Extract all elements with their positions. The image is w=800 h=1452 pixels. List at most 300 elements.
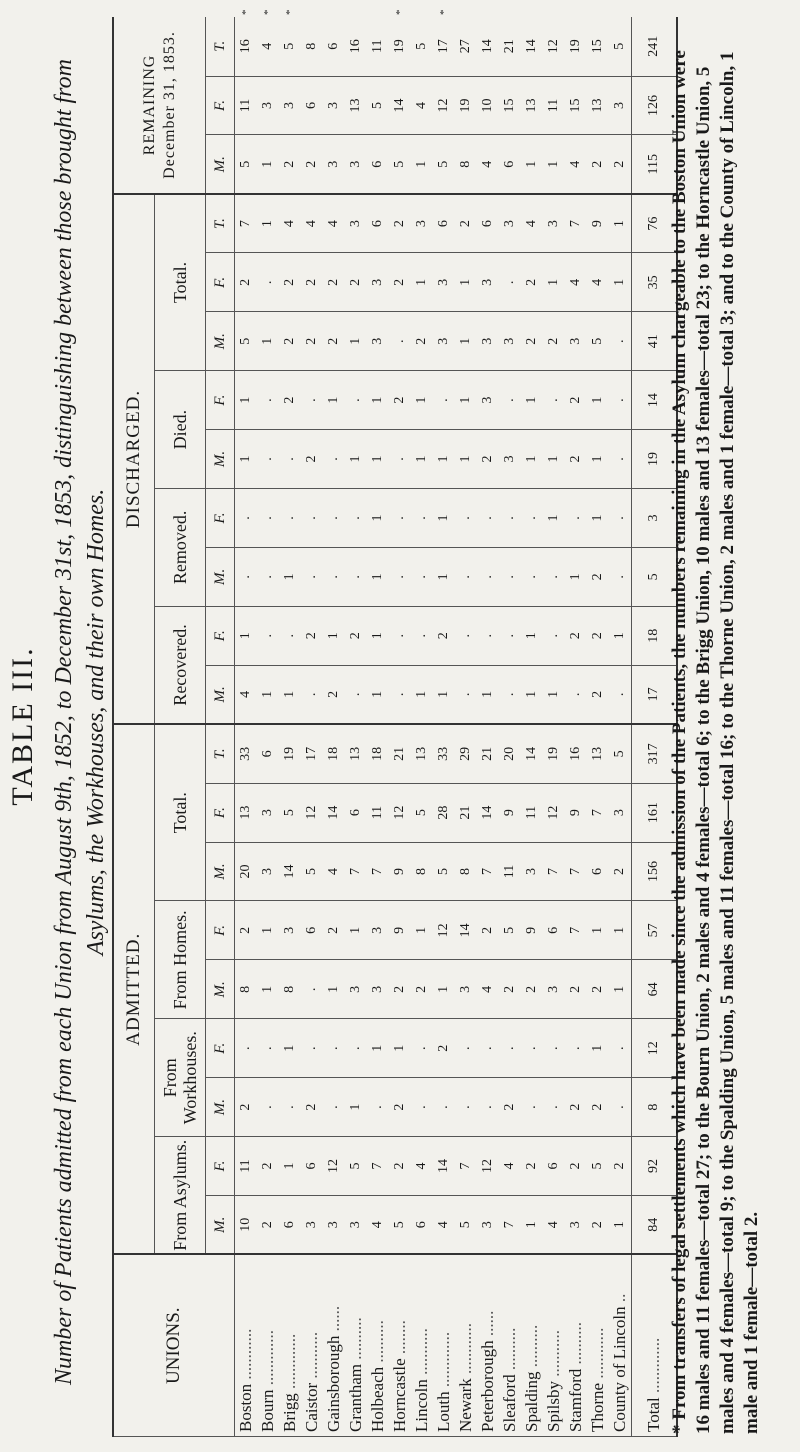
col-f: F. bbox=[206, 606, 235, 665]
cell-value: 21 bbox=[455, 783, 477, 842]
union-label: Peterborough bbox=[478, 1340, 497, 1432]
cell-value: 2 bbox=[521, 1137, 543, 1196]
cell-value: 3 bbox=[279, 901, 301, 960]
cell-value: 5 bbox=[455, 1196, 477, 1255]
leader-dots: ............. bbox=[434, 1331, 453, 1392]
cell-value: 2 bbox=[323, 253, 345, 312]
cell-value: 161 bbox=[632, 783, 678, 842]
leader-dots: .. bbox=[610, 1293, 629, 1307]
cell-value: 1 bbox=[433, 547, 455, 606]
cell-value: . bbox=[345, 665, 367, 724]
cell-value: 3 bbox=[609, 783, 632, 842]
cell-value: 2 bbox=[609, 842, 632, 901]
cell-value: 15 bbox=[587, 17, 609, 76]
cell-value: 115 bbox=[632, 135, 678, 194]
leader-dots: ........... bbox=[544, 1329, 563, 1381]
cell-value: 28 bbox=[433, 783, 455, 842]
cell-value: . bbox=[455, 1019, 477, 1078]
cell-value: 11 bbox=[235, 1137, 258, 1196]
cell-value: 2 bbox=[389, 1078, 411, 1137]
cell-value: . bbox=[609, 312, 632, 371]
cell-value: 14 bbox=[433, 1137, 455, 1196]
cell-value: 3 bbox=[499, 430, 521, 489]
cell-value: 2 bbox=[609, 135, 632, 194]
cell-value: . bbox=[301, 371, 323, 430]
cell-value: 2 bbox=[235, 253, 258, 312]
cell-value: 11 bbox=[235, 76, 258, 135]
cell-value: 1 bbox=[433, 430, 455, 489]
cell-value: 6 bbox=[411, 1196, 433, 1255]
cell-value: 7 bbox=[367, 1137, 389, 1196]
cell-value: 3 bbox=[323, 135, 345, 194]
cell-value: 3 bbox=[367, 253, 389, 312]
table-row bbox=[587, 17, 609, 1437]
cell-value: 3 bbox=[345, 194, 367, 253]
union-name bbox=[411, 1254, 433, 1436]
cell-value: 19 bbox=[389, 17, 411, 76]
cell-value: 8 bbox=[279, 960, 301, 1019]
cell-value: 2 bbox=[301, 606, 323, 665]
cell-value: 2 bbox=[411, 312, 433, 371]
from-workhouses-header: From Workhouses. bbox=[155, 1019, 206, 1137]
cell-value: . bbox=[455, 1078, 477, 1137]
cell-value: 3 bbox=[565, 312, 587, 371]
cell-value: 16 bbox=[565, 724, 587, 783]
leader-dots: ...... bbox=[324, 1305, 343, 1336]
cell-value: 13 bbox=[587, 724, 609, 783]
union-label: Louth bbox=[434, 1391, 453, 1432]
cell-value: 7 bbox=[477, 842, 499, 901]
admitted-header: ADMITTED. bbox=[113, 724, 155, 1254]
cell-value: . bbox=[389, 547, 411, 606]
leader-dots: ............ bbox=[456, 1322, 475, 1379]
cell-value: 5 bbox=[499, 901, 521, 960]
cell-value: 3 bbox=[433, 253, 455, 312]
table-row bbox=[367, 17, 389, 1437]
cell-value: 7 bbox=[367, 842, 389, 901]
cell-value: 5 bbox=[609, 724, 632, 783]
cell-value: 4 bbox=[301, 194, 323, 253]
cell-value: 2 bbox=[301, 253, 323, 312]
cell-value: 5 bbox=[632, 547, 678, 606]
cell-value: 8 bbox=[455, 135, 477, 194]
table-row bbox=[301, 17, 323, 1437]
cell-value: 11 bbox=[521, 783, 543, 842]
table-row bbox=[543, 17, 565, 1437]
cell-value: . bbox=[543, 1019, 565, 1078]
cell-value: . bbox=[301, 960, 323, 1019]
cell-value: 8 bbox=[301, 17, 323, 76]
cell-value: 4 bbox=[257, 17, 279, 76]
cell-value: . bbox=[609, 1078, 632, 1137]
cell-value: 241 bbox=[632, 17, 678, 76]
col-t: T. bbox=[206, 194, 235, 253]
cell-value: 13 bbox=[235, 783, 258, 842]
cell-value: 1 bbox=[257, 312, 279, 371]
union-label: Newark bbox=[456, 1378, 475, 1432]
admissions-table bbox=[112, 9, 678, 1437]
table-row bbox=[411, 17, 433, 1437]
cell-value: . bbox=[257, 1019, 279, 1078]
cell-value: 5 bbox=[587, 312, 609, 371]
cell-value: 6 bbox=[543, 901, 565, 960]
cell-value: 2 bbox=[279, 312, 301, 371]
union-label: Boston bbox=[236, 1383, 255, 1432]
cell-value: 2 bbox=[235, 1078, 258, 1137]
col-f: F. bbox=[206, 253, 235, 312]
col-t: T. bbox=[206, 17, 235, 76]
cell-value: 1 bbox=[433, 960, 455, 1019]
cell-value: 12 bbox=[543, 17, 565, 76]
cell-value: 1 bbox=[345, 312, 367, 371]
cell-value: . bbox=[389, 312, 411, 371]
cell-value: 1 bbox=[345, 901, 367, 960]
col-f: F. bbox=[206, 1019, 235, 1078]
cell-value: 1 bbox=[323, 960, 345, 1019]
cell-value: 9 bbox=[499, 783, 521, 842]
from-asylums-header: From Asylums. bbox=[155, 1137, 206, 1255]
cell-value: 12 bbox=[543, 783, 565, 842]
cell-value: 4 bbox=[565, 135, 587, 194]
cell-value: . bbox=[257, 371, 279, 430]
cell-value: . bbox=[301, 547, 323, 606]
cell-value: . bbox=[455, 488, 477, 547]
union-label: Horncastle bbox=[390, 1358, 409, 1432]
cell-value: 12 bbox=[389, 783, 411, 842]
cell-value: 6 bbox=[499, 135, 521, 194]
cell-value: 3 bbox=[499, 312, 521, 371]
cell-value: 18 bbox=[323, 724, 345, 783]
cell-value: 1 bbox=[521, 1196, 543, 1255]
cell-value: 1 bbox=[543, 253, 565, 312]
cell-value: 5 bbox=[389, 1196, 411, 1255]
cell-value: 14 bbox=[323, 783, 345, 842]
cell-value: 2 bbox=[389, 960, 411, 1019]
union-label: Spalding bbox=[522, 1371, 541, 1432]
cell-value: 14 bbox=[279, 842, 301, 901]
union-name bbox=[257, 1254, 279, 1436]
cell-value: 6 bbox=[301, 901, 323, 960]
cell-value: 2 bbox=[257, 1196, 279, 1255]
cell-value: 3 bbox=[345, 1196, 367, 1255]
cell-value: 7 bbox=[235, 194, 258, 253]
cell-value: 9 bbox=[565, 783, 587, 842]
cell-value: . bbox=[499, 547, 521, 606]
cell-value: 13 bbox=[345, 76, 367, 135]
union-label: Sleaford bbox=[500, 1374, 519, 1432]
cell-value: 1 bbox=[455, 312, 477, 371]
col-m: M. bbox=[206, 960, 235, 1019]
cell-value: 4 bbox=[323, 842, 345, 901]
cell-value: 4 bbox=[521, 194, 543, 253]
cell-value: 4 bbox=[433, 1196, 455, 1255]
cell-value: . bbox=[323, 1019, 345, 1078]
union-name bbox=[543, 1254, 565, 1436]
col-m: M. bbox=[206, 547, 235, 606]
cell-value: 76 bbox=[632, 194, 678, 253]
cell-value: 1 bbox=[345, 1078, 367, 1137]
col-m: M. bbox=[206, 312, 235, 371]
union-label: Stamford bbox=[566, 1368, 585, 1432]
union-name bbox=[499, 1254, 521, 1436]
cell-value: 12 bbox=[632, 1019, 678, 1078]
cell-value: 5 bbox=[279, 17, 301, 76]
cell-value: 11 bbox=[543, 76, 565, 135]
union-name bbox=[587, 1254, 609, 1436]
cell-value: 7 bbox=[565, 842, 587, 901]
cell-value: 3 bbox=[543, 960, 565, 1019]
cell-value: . bbox=[345, 488, 367, 547]
cell-value: . bbox=[455, 547, 477, 606]
cell-value: 1 bbox=[609, 253, 632, 312]
cell-value: 8 bbox=[411, 842, 433, 901]
union-label: Total bbox=[644, 1397, 663, 1432]
cell-value: 64 bbox=[632, 960, 678, 1019]
cell-value: 2 bbox=[455, 194, 477, 253]
cell-value: 2 bbox=[323, 312, 345, 371]
union-name bbox=[345, 1254, 367, 1436]
cell-value: 4 bbox=[477, 960, 499, 1019]
cell-value: 5 bbox=[411, 17, 433, 76]
cell-value: 12 bbox=[323, 1137, 345, 1196]
cell-value: 2 bbox=[587, 1078, 609, 1137]
leader-dots: ........... bbox=[302, 1331, 321, 1383]
cell-value: 16 bbox=[235, 17, 258, 76]
union-name bbox=[235, 1254, 258, 1436]
cell-value: . bbox=[477, 547, 499, 606]
cell-value: 11 bbox=[499, 842, 521, 901]
cell-value: . bbox=[257, 1078, 279, 1137]
cell-value: 2 bbox=[389, 194, 411, 253]
footnote: * From transfers of legal settlements which have been made since the admission of the Patients, the numbers remaining in the Asylum chargeable to the Boston Union were 16 males and 11 females—total 27; to the Bourn Union, 2 males and 4 females—total 6; to the Brigg Union, 10 males and 13 females—total 23; to the Horncastle Union, 5 males and 4 females—total 9; to the Spalding Union, 5 males and 11 females—total 16; to the Thorne Union, 2 males and 1 female—total 3; and to the County of Lincoln, 1 male and 1 female—total 2. bbox=[669, 50, 762, 1434]
cell-value: 2 bbox=[345, 606, 367, 665]
cell-value: 2 bbox=[323, 665, 345, 724]
cell-value: 15 bbox=[499, 76, 521, 135]
cell-value: 5 bbox=[609, 17, 632, 76]
cell-value: . bbox=[389, 488, 411, 547]
cell-value: . bbox=[543, 547, 565, 606]
cell-value: 2 bbox=[389, 253, 411, 312]
union-name bbox=[455, 1254, 477, 1436]
table-body bbox=[235, 9, 678, 1437]
leader-dots: .......... bbox=[566, 1321, 585, 1369]
cell-value: 1 bbox=[411, 253, 433, 312]
cell-value: . bbox=[411, 1019, 433, 1078]
cell-value: 1 bbox=[367, 371, 389, 430]
cell-value: 4 bbox=[565, 253, 587, 312]
cell-value: . bbox=[521, 488, 543, 547]
cell-value: 6 bbox=[301, 1137, 323, 1196]
cell-value: . bbox=[323, 430, 345, 489]
cell-value: . bbox=[389, 430, 411, 489]
cell-value: 5 bbox=[279, 783, 301, 842]
cell-value: 14 bbox=[521, 17, 543, 76]
union-label: Brigg bbox=[280, 1393, 299, 1432]
cell-value: 1 bbox=[565, 547, 587, 606]
cell-value: 7 bbox=[455, 1137, 477, 1196]
cell-value: 18 bbox=[632, 606, 678, 665]
cell-value: 1 bbox=[411, 430, 433, 489]
col-m: M. bbox=[206, 430, 235, 489]
cell-value: 3 bbox=[367, 312, 389, 371]
cell-value: 2 bbox=[587, 665, 609, 724]
cell-value: 12 bbox=[301, 783, 323, 842]
cell-value: 2 bbox=[543, 312, 565, 371]
cell-value: 12 bbox=[477, 1137, 499, 1196]
cell-value: 27 bbox=[455, 17, 477, 76]
cell-value: 20 bbox=[235, 842, 258, 901]
cell-value: 5 bbox=[411, 783, 433, 842]
leader-dots: ............. bbox=[644, 1337, 663, 1398]
cell-value: 14 bbox=[521, 724, 543, 783]
cell-value: . bbox=[521, 1019, 543, 1078]
cell-value: 1 bbox=[257, 960, 279, 1019]
cell-value: 2 bbox=[345, 253, 367, 312]
col-f: F. bbox=[206, 783, 235, 842]
union-name bbox=[389, 1254, 411, 1436]
remaining-header: REMAINING December 31, 1853. bbox=[113, 17, 206, 194]
cell-value: 3 bbox=[257, 76, 279, 135]
cell-value: 2 bbox=[389, 371, 411, 430]
col-m: M. bbox=[206, 1196, 235, 1255]
cell-value: 6 bbox=[433, 194, 455, 253]
cell-value: . bbox=[433, 1078, 455, 1137]
union-name bbox=[477, 1254, 499, 1436]
cell-value: 4 bbox=[477, 135, 499, 194]
col-f: F. bbox=[206, 488, 235, 547]
cell-value: 1 bbox=[587, 1019, 609, 1078]
cell-value: 2 bbox=[389, 1137, 411, 1196]
unions-header: UNIONS. bbox=[113, 1254, 235, 1436]
cell-value: 29 bbox=[455, 724, 477, 783]
cell-value: 5 bbox=[433, 135, 455, 194]
cell-value: 317 bbox=[632, 724, 678, 783]
cell-value: 1 bbox=[235, 371, 258, 430]
cell-value: 3 bbox=[543, 194, 565, 253]
from-homes-header: From Homes. bbox=[155, 901, 206, 1019]
cell-value: . bbox=[609, 488, 632, 547]
cell-value: . bbox=[521, 547, 543, 606]
cell-value: 2 bbox=[279, 253, 301, 312]
cell-value: 10 bbox=[477, 76, 499, 135]
union-label: Holbeach bbox=[368, 1366, 387, 1432]
cell-value: . bbox=[543, 1078, 565, 1137]
cell-value: . bbox=[389, 606, 411, 665]
cell-value: 3 bbox=[345, 135, 367, 194]
cell-value: 5 bbox=[389, 135, 411, 194]
cell-value: 1 bbox=[345, 430, 367, 489]
cell-value: 9 bbox=[521, 901, 543, 960]
table-row: Louth ............. 4 14 . 2 1 12 5 28 33 1 2 1 1 1 . 3 3 6 5 12 17 * bbox=[433, 17, 455, 1437]
cell-value: 1 bbox=[367, 488, 389, 547]
cell-value: 33 bbox=[433, 724, 455, 783]
cell-value: . bbox=[235, 488, 258, 547]
cell-value: 2 bbox=[565, 371, 587, 430]
union-label: Bourn bbox=[258, 1389, 277, 1432]
cell-value: 6 bbox=[301, 76, 323, 135]
cell-value: 6 bbox=[257, 724, 279, 783]
cell-value: 41 bbox=[632, 312, 678, 371]
cell-value: 2 bbox=[587, 547, 609, 606]
cell-value: 1 bbox=[587, 901, 609, 960]
admitted-total-header: Total. bbox=[155, 724, 206, 901]
cell-value: 17 bbox=[301, 724, 323, 783]
union-name bbox=[521, 1254, 543, 1436]
cell-value: . bbox=[609, 1019, 632, 1078]
union-label: Gainsborough bbox=[324, 1335, 343, 1432]
union-label: County of Lincoln bbox=[610, 1306, 629, 1432]
cell-value: 6 bbox=[543, 1137, 565, 1196]
cell-value: 2 bbox=[257, 1137, 279, 1196]
discharged-header: DISCHARGED. bbox=[113, 194, 155, 724]
cell-value: 57 bbox=[632, 901, 678, 960]
cell-value: 1 bbox=[257, 901, 279, 960]
cell-value: 1 bbox=[279, 547, 301, 606]
leader-dots: ........... bbox=[412, 1328, 431, 1380]
cell-value: 3 bbox=[367, 901, 389, 960]
table-row bbox=[565, 17, 587, 1437]
union-label: Grantham bbox=[346, 1364, 365, 1432]
cell-value: . bbox=[367, 1078, 389, 1137]
col-m: M. bbox=[206, 665, 235, 724]
cell-value: 12 bbox=[433, 76, 455, 135]
cell-value: . bbox=[565, 1019, 587, 1078]
cell-value: 14 bbox=[389, 76, 411, 135]
cell-value: . bbox=[323, 547, 345, 606]
cell-value: 4 bbox=[235, 665, 258, 724]
cell-value: . bbox=[257, 430, 279, 489]
cell-value: . bbox=[257, 606, 279, 665]
cell-value: . bbox=[257, 488, 279, 547]
cell-value: . bbox=[565, 488, 587, 547]
cell-value: 4 bbox=[587, 253, 609, 312]
cell-value: 1 bbox=[543, 488, 565, 547]
table-row: Boston ............ 10 11 2 . 8 2 20 13 33 4 1 . . 1 1 5 2 7 5 11 16 * bbox=[235, 17, 258, 1437]
cell-value: 2 bbox=[565, 430, 587, 489]
cell-value: 3 bbox=[257, 842, 279, 901]
cell-value: 1 bbox=[433, 488, 455, 547]
cell-value: 14 bbox=[455, 901, 477, 960]
cell-value: 1 bbox=[521, 665, 543, 724]
cell-value: 20 bbox=[499, 724, 521, 783]
cell-value: 1 bbox=[521, 135, 543, 194]
cell-value: 1 bbox=[455, 371, 477, 430]
cell-value: 1 bbox=[323, 606, 345, 665]
cell-value: 17 bbox=[632, 665, 678, 724]
cell-value: 3 bbox=[433, 312, 455, 371]
cell-value: 2 bbox=[499, 1078, 521, 1137]
cell-value: 8 bbox=[632, 1078, 678, 1137]
cell-value: 7 bbox=[499, 1196, 521, 1255]
cell-value: 7 bbox=[565, 194, 587, 253]
cell-value: 2 bbox=[477, 901, 499, 960]
cell-value: 2 bbox=[301, 135, 323, 194]
cell-value: 3 bbox=[477, 1196, 499, 1255]
cell-value: 21 bbox=[477, 724, 499, 783]
cell-value: 2 bbox=[279, 135, 301, 194]
cell-value: 11 bbox=[367, 17, 389, 76]
cell-value: 2 bbox=[433, 606, 455, 665]
cell-value: 2 bbox=[477, 430, 499, 489]
cell-value: 1 bbox=[609, 960, 632, 1019]
cell-value: . bbox=[279, 606, 301, 665]
cell-value: 3 bbox=[323, 76, 345, 135]
cell-value: 1 bbox=[411, 135, 433, 194]
cell-value: 1 bbox=[367, 1019, 389, 1078]
cell-value: 1 bbox=[389, 1019, 411, 1078]
table-row bbox=[499, 17, 521, 1437]
cell-value: 1 bbox=[235, 430, 258, 489]
